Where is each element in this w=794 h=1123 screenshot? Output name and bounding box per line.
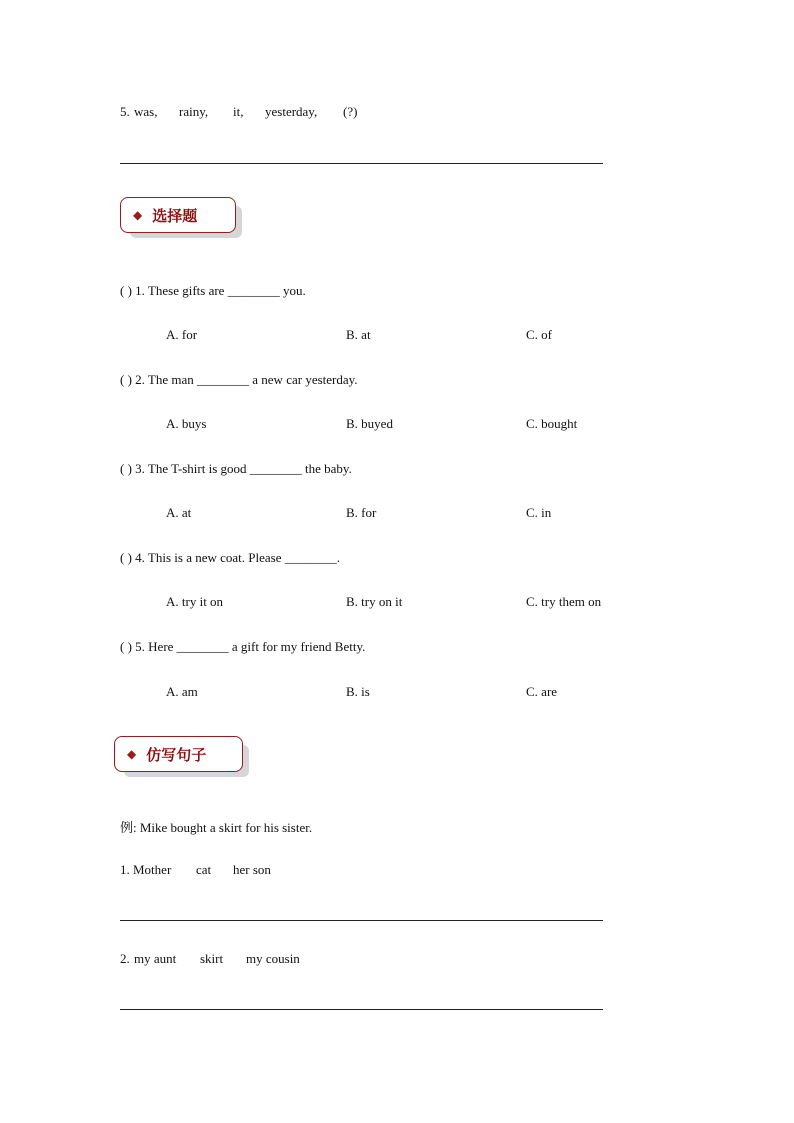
option-b[interactable]: B. is [346, 684, 370, 699]
option-c[interactable]: C. are [526, 684, 558, 699]
example-sentence: 例: Mike bought a skirt for his sister. [120, 820, 313, 835]
word: her son [233, 862, 271, 877]
word: (?) [343, 104, 358, 119]
word: yesterday, [265, 104, 318, 119]
diamond-icon: ◆ [127, 747, 137, 761]
option-a[interactable]: A. buys [166, 416, 207, 431]
option-c[interactable]: C. in [526, 505, 552, 520]
word: my cousin [246, 951, 300, 966]
option-a[interactable]: A. for [166, 327, 198, 342]
option-b[interactable]: B. try on it [346, 594, 403, 609]
item-number: 2. [120, 951, 130, 966]
question-text: ( ) 1. These gifts are ________ you. [120, 283, 306, 298]
question-text: ( ) 3. The T-shirt is good ________ the baby. [120, 461, 352, 476]
question-text: ( ) 4. This is a new coat. Please ________. [120, 550, 340, 565]
word: it, [233, 104, 244, 119]
section-heading-choice [120, 197, 236, 233]
option-a[interactable]: A. at [166, 505, 192, 520]
word: was, [134, 104, 158, 119]
question-text: ( ) 5. Here ________ a gift for my friend Betty. [120, 639, 366, 654]
answer-line[interactable] [120, 1009, 603, 1010]
option-c[interactable]: C. bought [526, 416, 578, 431]
option-c[interactable]: C. try them on [526, 594, 602, 609]
option-b[interactable]: B. at [346, 327, 371, 342]
item-number: 1. [120, 862, 130, 877]
word: skirt [200, 951, 224, 966]
option-a[interactable]: A. am [166, 684, 198, 699]
option-b[interactable]: B. for [346, 505, 377, 520]
answer-line[interactable] [120, 163, 603, 164]
item-number: 5. [120, 104, 130, 119]
section-heading-rewrite [114, 736, 243, 772]
section-title: 仿写句子 [146, 745, 207, 764]
option-b[interactable]: B. buyed [346, 416, 393, 431]
question-text: ( ) 2. The man ________ a new car yesterday. [120, 372, 358, 387]
section-title: 选择题 [152, 206, 198, 225]
answer-line[interactable] [120, 920, 603, 921]
diamond-icon: ◆ [133, 208, 143, 222]
word: cat [196, 862, 212, 877]
word: Mother [133, 862, 172, 877]
word: rainy, [179, 104, 209, 119]
option-a[interactable]: A. try it on [166, 594, 224, 609]
option-c[interactable]: C. of [526, 327, 552, 342]
word: my aunt [134, 951, 177, 966]
